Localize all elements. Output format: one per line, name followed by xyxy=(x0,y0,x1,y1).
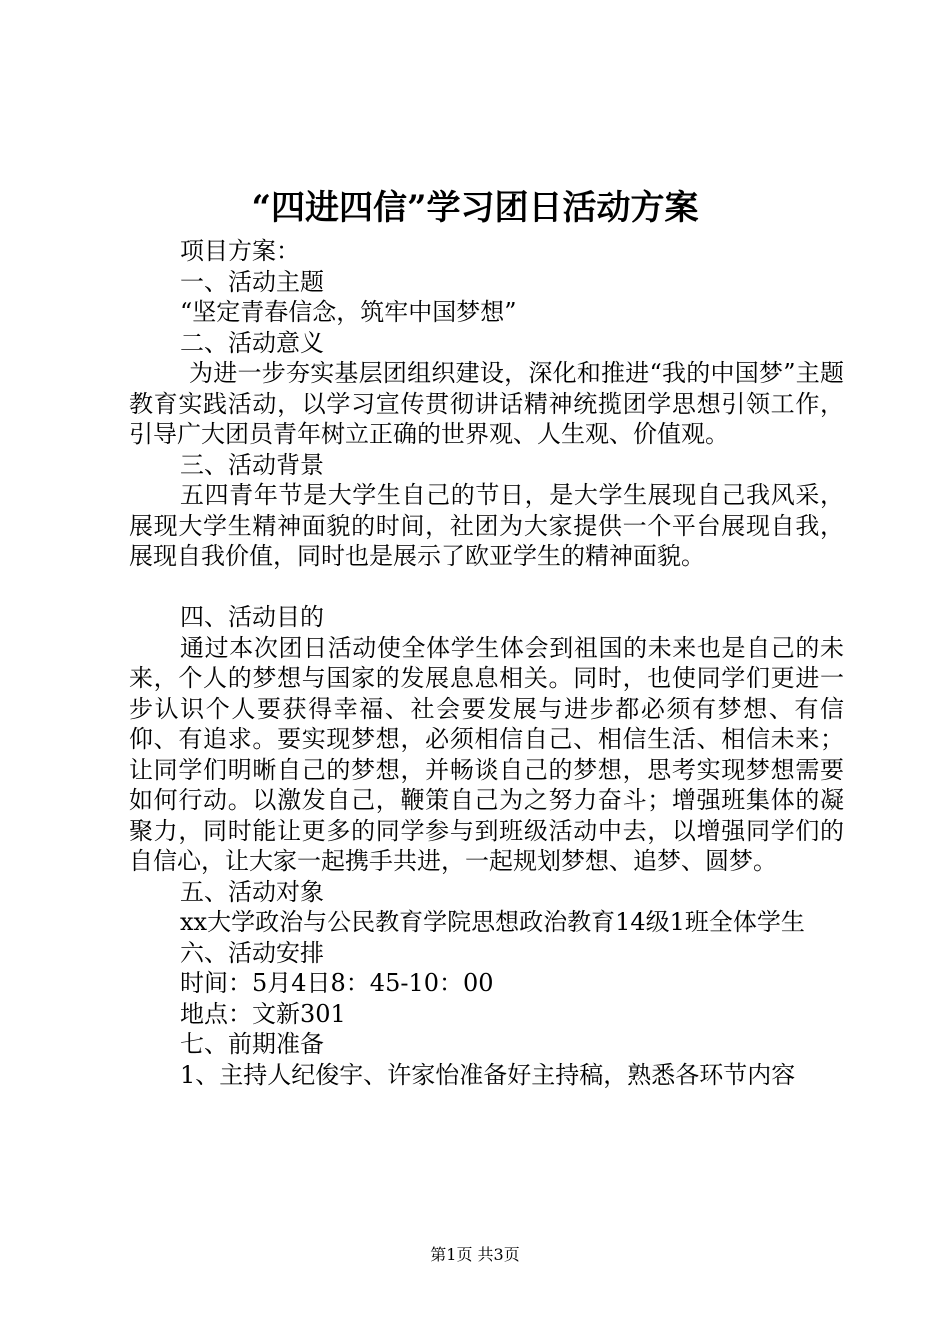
document-title: “四进四信”学习团日活动方案 xyxy=(251,188,699,228)
paragraph-participants: xx大学政治与公民教育学院思想政治教育14级1班全体学生 xyxy=(180,908,805,936)
heading-activity-significance: 二、活动意义 xyxy=(180,328,324,357)
heading-activity-purpose: 四、活动目的 xyxy=(180,603,324,631)
paragraph-background: 五四青年节是大学生自己的节日，是大学生展现自己我风采，展现大学生精神面貌的时间，社团为大家提供一个平台展现自我，展现自我价值，同时也是展示了欧亚学生的精神面貌。 xyxy=(129,481,844,570)
page-number-footer: 第1页 共3页 xyxy=(430,1245,520,1264)
document-body xyxy=(129,236,844,1090)
paragraph-schedule-time: 时间：5月4日8：45-10：00 xyxy=(180,969,494,997)
paragraph-preparation-1: 1、主持人纪俊宇、许家怡准备好主持稿，熟悉各环节内容 xyxy=(180,1060,796,1089)
heading-preparation: 七、前期准备 xyxy=(180,1030,324,1058)
paragraph-significance: 为进一步夯实基层团组织建设，深化和推进“我的中国梦”主题教育实践活动，以学习宣传贯彻讲话精神统揽团学思想引领工作，引导广大团员青年树立正确的世界观、人生观、价值观。 xyxy=(129,359,844,448)
heading-activity-participants: 五、活动对象 xyxy=(180,877,324,906)
heading-activity-background: 三、活动背景 xyxy=(180,450,324,479)
paragraph-schedule-location: 地点：文新301 xyxy=(180,999,346,1028)
heading-activity-theme: 一、活动主题 xyxy=(180,267,324,296)
paragraph-project-plan: 项目方案： xyxy=(180,237,300,265)
heading-activity-schedule: 六、活动安排 xyxy=(180,938,324,967)
paragraph-spacer xyxy=(129,572,844,603)
paragraph-purpose: 通过本次团日活动使全体学生体会到祖国的未来也是自己的未来，个人的梦想与国家的发展息息相关。同时，也使同学们更进一步认识个人要获得幸福、社会要发展与进步都必须有梦想、有信仰、有追求。要实现梦想，必须相信自己、相信生活、相信未来；让同学们明晰自己的梦想，并畅谈自己的梦想，思考实现梦想需要如何行动。以激发自己，鞭策自己为之努力奋斗；增强班集体的凝聚力，同时能让更多的同学参与到班级活动中去，以增强同学们的自信心，让大家一起携手共进，一起规划梦想、追梦、圆梦。 xyxy=(129,633,844,875)
paragraph-theme-slogan: “坚定青春信念，筑牢中国梦想” xyxy=(180,298,517,326)
